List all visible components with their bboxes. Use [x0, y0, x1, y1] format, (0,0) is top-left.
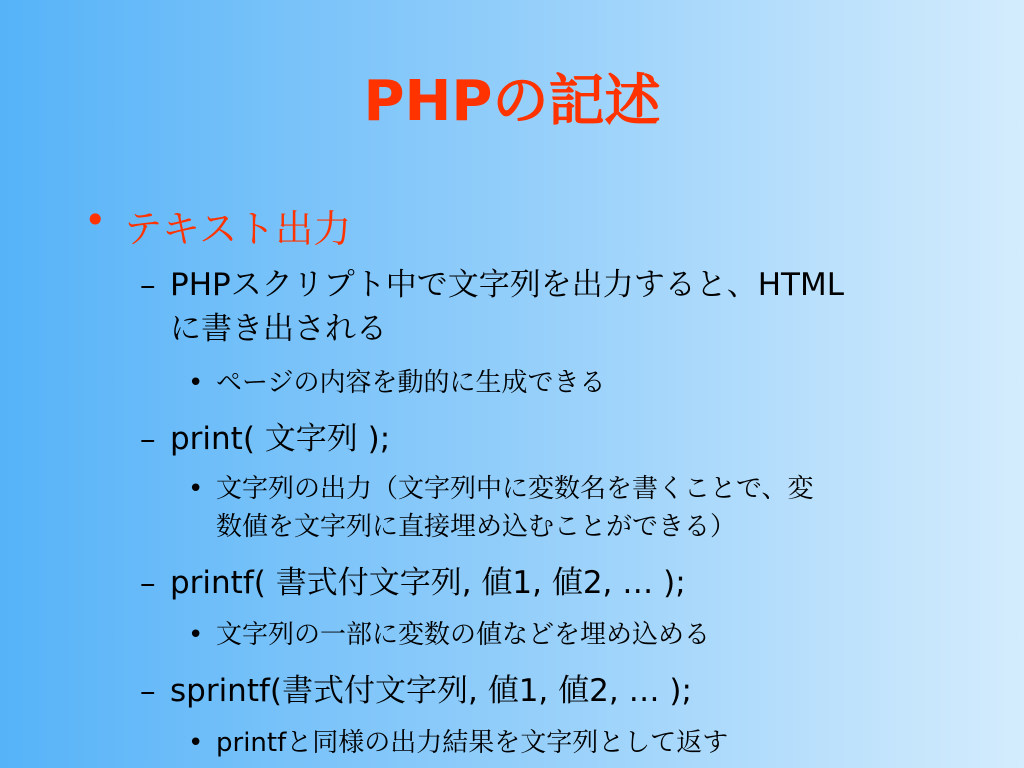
slide-title: PHPの記述 [363, 69, 661, 134]
sub-item-text-line1: PHPスクリプト中で文字列を出力すると、HTML [170, 267, 844, 303]
bullet-dot: • [188, 728, 204, 758]
dash-mark: – [140, 673, 156, 709]
detail-item-text-line1: 文字列の出力（文字列中に変数名を書くことで、変 [216, 474, 814, 504]
bullet-dot: • [188, 620, 204, 650]
dash-mark: – [140, 421, 156, 457]
bullet-dot: • [84, 198, 107, 242]
sub-item-text: print( 文字列 ); [170, 421, 391, 457]
bullet-dot: • [188, 368, 204, 398]
dash-mark: – [140, 267, 156, 303]
sub-item-text: printf( 書式付文字列, 値1, 値2, … ); [170, 565, 686, 601]
bullet-text: テキスト出力 [124, 207, 352, 251]
sub-item-text-line2: に書き出される [170, 311, 387, 347]
bullet-dot: • [188, 474, 204, 504]
sub-item-text: sprintf(書式付文字列, 値1, 値2, … ); [170, 673, 692, 709]
detail-item-text: 文字列の一部に変数の値などを埋め込める [216, 620, 711, 650]
detail-item-text: printfと同様の出力結果を文字列として返す [216, 728, 729, 758]
detail-item-text-line2: 数値を文字列に直接埋め込むことができる） [216, 512, 737, 542]
dash-mark: – [140, 565, 156, 601]
detail-item-text: ページの内容を動的に生成できる [216, 368, 606, 398]
